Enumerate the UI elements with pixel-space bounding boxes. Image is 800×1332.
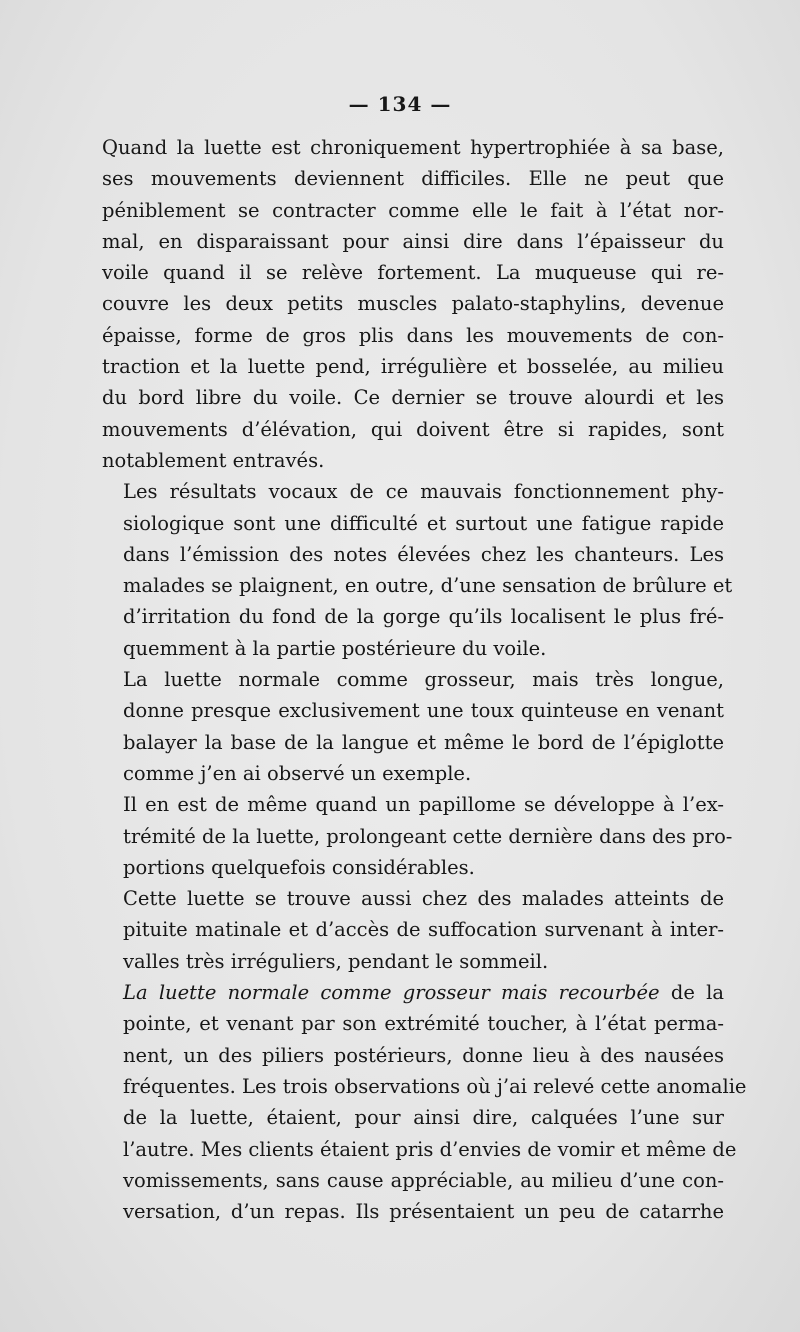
line-text: pointe, et venant par son extrémité toucher, à l’état perma- [123, 1012, 724, 1036]
line-text: l’autre. Mes clients étaient pris d’envies de vomir et même de [123, 1137, 737, 1161]
paragraph [102, 789, 733, 883]
line-text: épaisse, forme de gros plis dans les mouvements de con- [102, 323, 724, 347]
text-line [102, 414, 724, 445]
line-text: comme j’en ai observé un exemple. [123, 761, 472, 785]
paragraph [102, 977, 747, 1227]
text-line [102, 508, 724, 539]
body-text [102, 132, 747, 1227]
text-line [102, 476, 724, 507]
page-number: — 134 — [348, 92, 452, 116]
line-text: portions quelquefois considérables. [123, 855, 475, 879]
text-line [102, 163, 724, 194]
line-text: vomissements, sans cause appréciable, au milieu d’une con- [123, 1168, 724, 1192]
text-line [102, 1102, 724, 1133]
text-line [102, 195, 724, 226]
line-text: Les résultats vocaux de ce mauvais fonctionnement phy- [123, 480, 724, 504]
line-text: valles très irréguliers, pendant le sommeil. [123, 949, 549, 973]
text-line [102, 601, 724, 632]
text-line [102, 1008, 724, 1039]
line-text: versation, d’un repas. Ils présentaient un peu de catarrhe [123, 1200, 724, 1224]
line-text: fréquentes. Les trois observations où j’ai relevé cette anomalie [123, 1074, 747, 1098]
text-line [102, 226, 724, 257]
text-line [102, 758, 724, 789]
text-line [102, 445, 724, 476]
line-text: mouvements d’élévation, qui doivent être si rapides, sont [102, 417, 724, 441]
text-line [102, 1165, 724, 1196]
text-line [102, 633, 724, 664]
paragraph [102, 476, 733, 664]
text-line [102, 727, 724, 758]
text-line [102, 821, 733, 852]
line-text: voile quand il se relève fortement. La muqueuse qui re- [102, 261, 724, 285]
text-line [102, 946, 724, 977]
text-line [102, 382, 724, 413]
line-text: dans l’émission des notes élevées chez les chanteurs. Les [123, 542, 724, 566]
line-text: d’irritation du fond de la gorge qu’ils localisent le plus fré- [123, 605, 724, 629]
text-line [102, 288, 724, 319]
line-text: notablement entravés. [102, 448, 325, 472]
line-text: pituite matinale et d’accès de suffocation survenant à inter- [123, 918, 724, 942]
line-text: mal, en disparaissant pour ainsi dire dans l’épaisseur du [102, 229, 724, 253]
text-line [102, 570, 733, 601]
paragraph [102, 664, 724, 789]
text-line [102, 852, 724, 883]
line-text: péniblement se contracter comme elle le fait à l’état nor- [102, 198, 724, 222]
text-line [102, 351, 724, 382]
line-text: Cette luette se trouve aussi chez des malades atteints de [123, 887, 724, 911]
line-text: trémité de la luette, prolongeant cette dernière dans des pro- [123, 824, 733, 848]
text-line [102, 1040, 724, 1071]
paragraph [102, 132, 724, 476]
line-text: de la [659, 981, 724, 1005]
text-line [102, 1134, 737, 1165]
italic-lead: La luette normale comme grosseur mais recourbée [123, 981, 660, 1005]
text-line [102, 1071, 747, 1102]
text-line [102, 132, 724, 163]
text-line [102, 257, 724, 288]
text-line [102, 977, 724, 1008]
text-line [102, 320, 724, 351]
line-text: siologique sont une difficulté et surtout une fatigue rapide [123, 511, 724, 535]
text-line [102, 695, 724, 726]
text-line [102, 883, 724, 914]
line-text: traction et la luette pend, irrégulière et bosselée, au milieu [102, 355, 724, 379]
line-text: balayer la base de la langue et même le bord de l’épiglotte [123, 730, 724, 754]
line-text: quemment à la partie postérieure du voile. [123, 636, 547, 660]
line-text: Quand la luette est chroniquement hypertrophiée à sa base, [102, 136, 724, 159]
line-text: couvre les deux petits muscles palato-staphylins, devenue [102, 292, 724, 316]
text-line [102, 664, 724, 695]
line-text: malades se plaignent, en outre, d’une sensation de brûlure et [123, 574, 733, 598]
line-text: Il en est de même quand un papillome se développe à l’ex- [123, 793, 724, 817]
text-line [102, 539, 724, 570]
paragraph [102, 883, 724, 977]
line-text: nent, un des piliers postérieurs, donne lieu à des nausées [123, 1043, 724, 1067]
text-line [102, 1196, 724, 1227]
line-text: de la luette, étaient, pour ainsi dire, calquées l’une sur [123, 1106, 724, 1130]
text-line [102, 914, 724, 945]
line-text: du bord libre du voile. Ce dernier se trouve alourdi et les [102, 386, 724, 410]
line-text: La luette normale comme grosseur, mais très longue, [123, 668, 724, 692]
text-line [102, 789, 724, 820]
line-text: ses mouvements deviennent difficiles. Elle ne peut que [102, 167, 724, 191]
line-text: donne presque exclusivement une toux quinteuse en venant [123, 699, 724, 723]
